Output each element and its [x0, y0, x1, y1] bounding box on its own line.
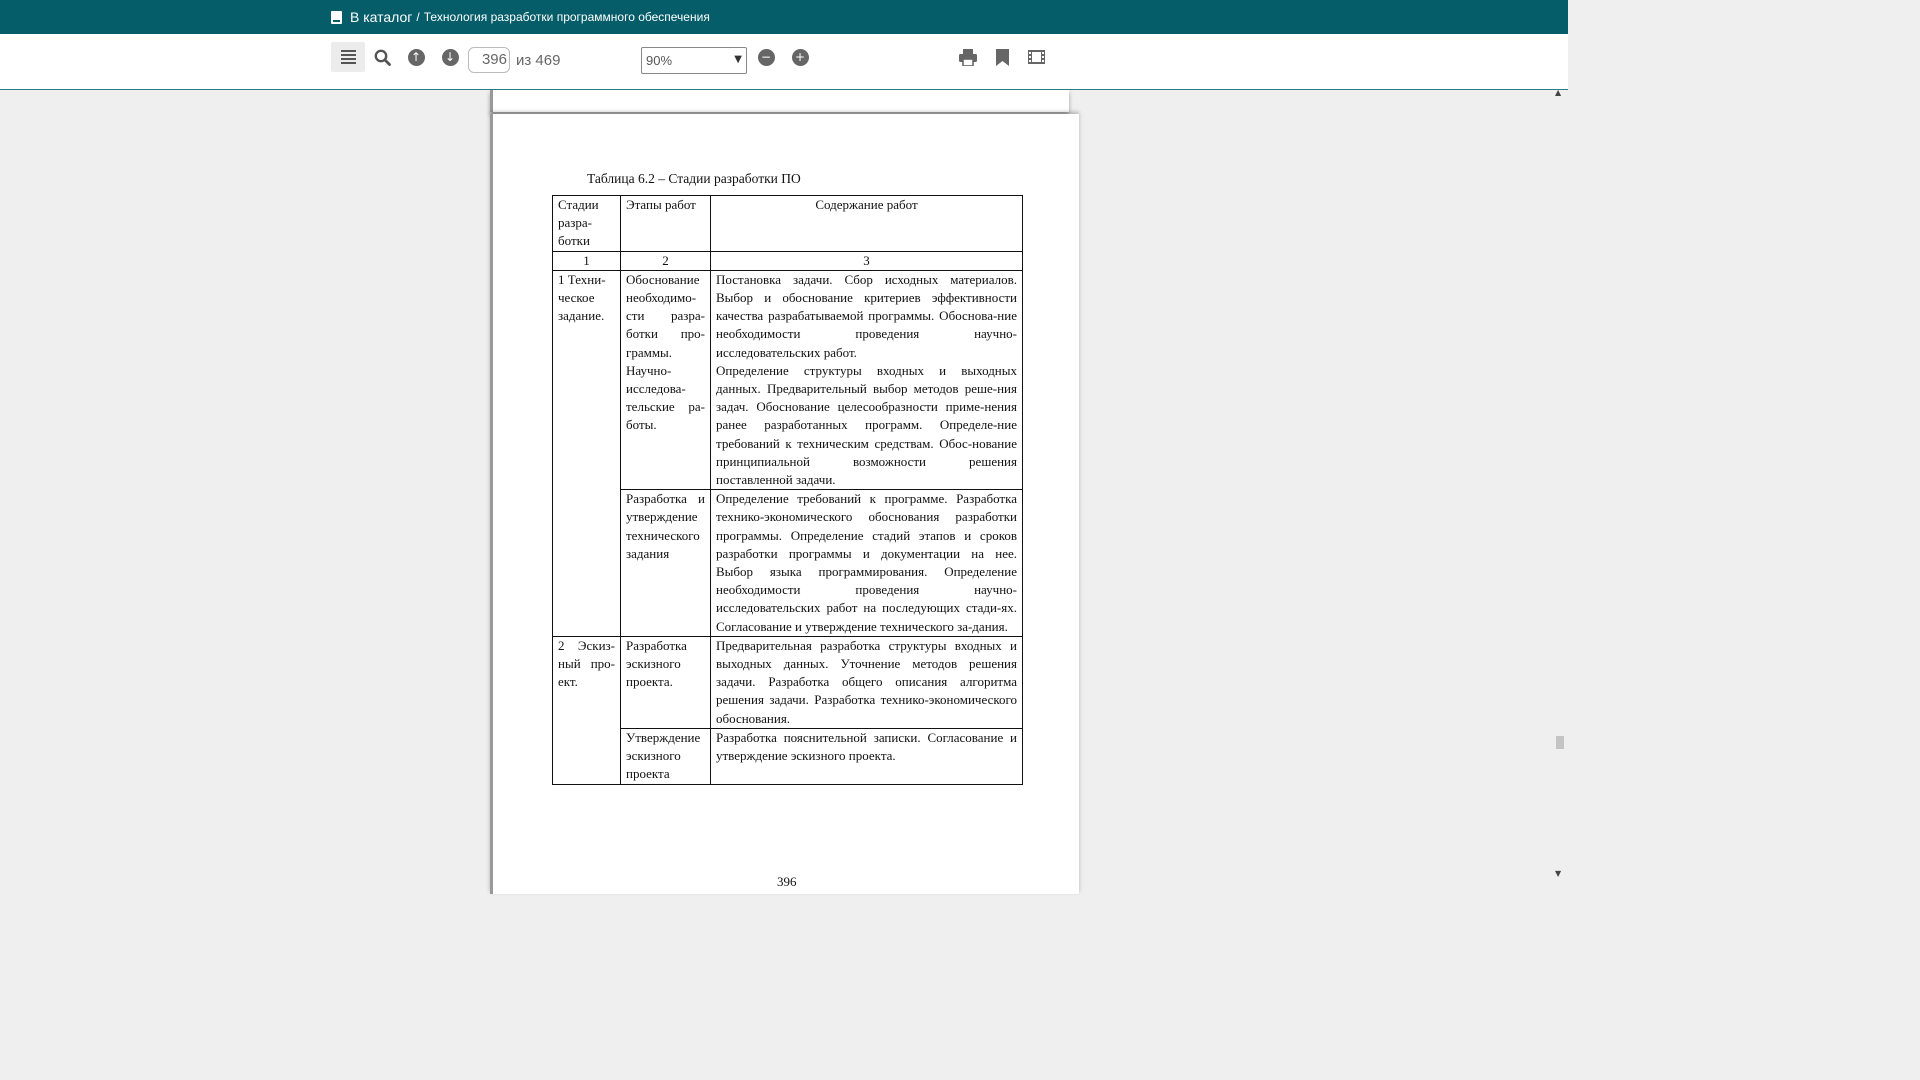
document-page: [490, 114, 1079, 894]
content-paragraph: Постановка задачи. Сбор исходных материалов. Выбор и обоснование критериев эффективности качества разрабатываемой программы. Обоснова-ние необходимости проведения научно-исследовательских работ.: [716, 271, 1017, 360]
table-header-row: [553, 196, 1023, 252]
table-caption: Таблица 6.2 – Стадии разработки ПО: [587, 171, 801, 186]
catalog-breadcrumb: [331, 9, 710, 25]
content-cell: Разработка пояснительной записки. Согласование и утверждение эскизного проекта.: [711, 728, 1023, 784]
bookmark-icon: [996, 49, 1009, 66]
scroll-down-arrow-icon[interactable]: ▼: [1555, 869, 1562, 878]
step-cell: Разработка и утверждение технического задания: [621, 490, 711, 637]
zoom-in-button[interactable]: [783, 42, 817, 72]
stage-cell: 2 Эскиз-ный про-ект.: [553, 636, 621, 784]
book-icon: [331, 11, 342, 24]
content-cell: [711, 270, 1023, 489]
previous-page-edge: [490, 90, 1069, 112]
table-row: [553, 270, 1023, 489]
column-number: 2: [621, 251, 711, 270]
menu-icon: [341, 50, 356, 64]
page-number-input[interactable]: 396: [468, 47, 510, 73]
scrollbar-thumb[interactable]: [1556, 736, 1564, 749]
step-cell: Утверждение эскизного проекта: [621, 728, 711, 784]
catalog-link[interactable]: В каталог: [350, 9, 413, 25]
step-cell: Разработка эскизного проекта.: [621, 636, 711, 728]
arrow-up-icon: ↑: [408, 49, 425, 66]
column-number: 3: [711, 251, 1023, 270]
search-icon: [374, 49, 391, 66]
print-button[interactable]: [951, 42, 985, 72]
content-paragraph: Определение структуры входных и выходных данных. Предварительный выбор методов реше-ния задач. Обоснование целесообразности приме-нения ранее разработанных программ. Определе-ние требований к техническим средствам. Обос-нование принципиальной возможности решения поставленной задачи.: [716, 362, 1017, 488]
table-row: [553, 636, 1023, 728]
zoom-value: 90%: [646, 53, 673, 68]
scroll-up-arrow-icon[interactable]: ▲: [1555, 88, 1562, 97]
arrow-down-icon: ↓: [442, 49, 459, 66]
page-total: из 469: [516, 52, 561, 69]
header-cell: Стадии разра- ботки: [553, 196, 621, 252]
table-row: [553, 490, 1023, 637]
search-button[interactable]: [365, 42, 399, 72]
step-cell: Обоснование необходимо-сти разра-ботки про-граммы. Научно- исследова-тельские ра-боты.: [621, 270, 711, 489]
content-cell: Определение требований к программе. Разработка технико-экономического обоснования разработки программы. Определение стадий этапов и сроков разработки программы и документации на нее. Выбор языка программирования. Определение необходимости проведения научно-исследовательских работ на последующих стади-ях. Согласование и утверждение технического за-дания.: [711, 490, 1023, 637]
page-number: 396: [777, 874, 797, 889]
header-cell: Этапы работ: [621, 196, 711, 252]
print-icon: [959, 49, 977, 66]
zoom-out-icon: −: [758, 49, 775, 66]
header-cell: Содержание работ: [711, 196, 1023, 252]
table-number-row: [553, 251, 1023, 270]
document-title: Технология разработки программного обеспечения: [423, 10, 710, 24]
zoom-out-button[interactable]: [749, 42, 783, 72]
top-bar: [0, 0, 1568, 34]
zoom-in-icon: +: [792, 49, 809, 66]
viewer-toolbar: [0, 34, 1568, 90]
next-page-button[interactable]: [433, 42, 467, 72]
stage-cell: 1 Техни- ческое задание.: [553, 270, 621, 636]
toggle-sidebar-button[interactable]: [331, 42, 365, 72]
column-number: 1: [553, 251, 621, 270]
table-row: [553, 728, 1023, 784]
film-icon: [1028, 50, 1045, 64]
previous-page-button[interactable]: [399, 42, 433, 72]
chevron-down-icon: ▼: [734, 54, 742, 65]
zoom-select[interactable]: [641, 47, 747, 74]
bookmark-button[interactable]: [985, 42, 1019, 72]
content-cell: Предварительная разработка структуры входных и выходных данных. Уточнение методов решения задачи. Разработка общего описания алгоритма решения задачи. Разработка технико-экономического обоснования.: [711, 636, 1023, 728]
breadcrumb-separator: /: [416, 10, 420, 24]
stages-table: [552, 195, 1023, 785]
presentation-button[interactable]: [1019, 42, 1053, 72]
